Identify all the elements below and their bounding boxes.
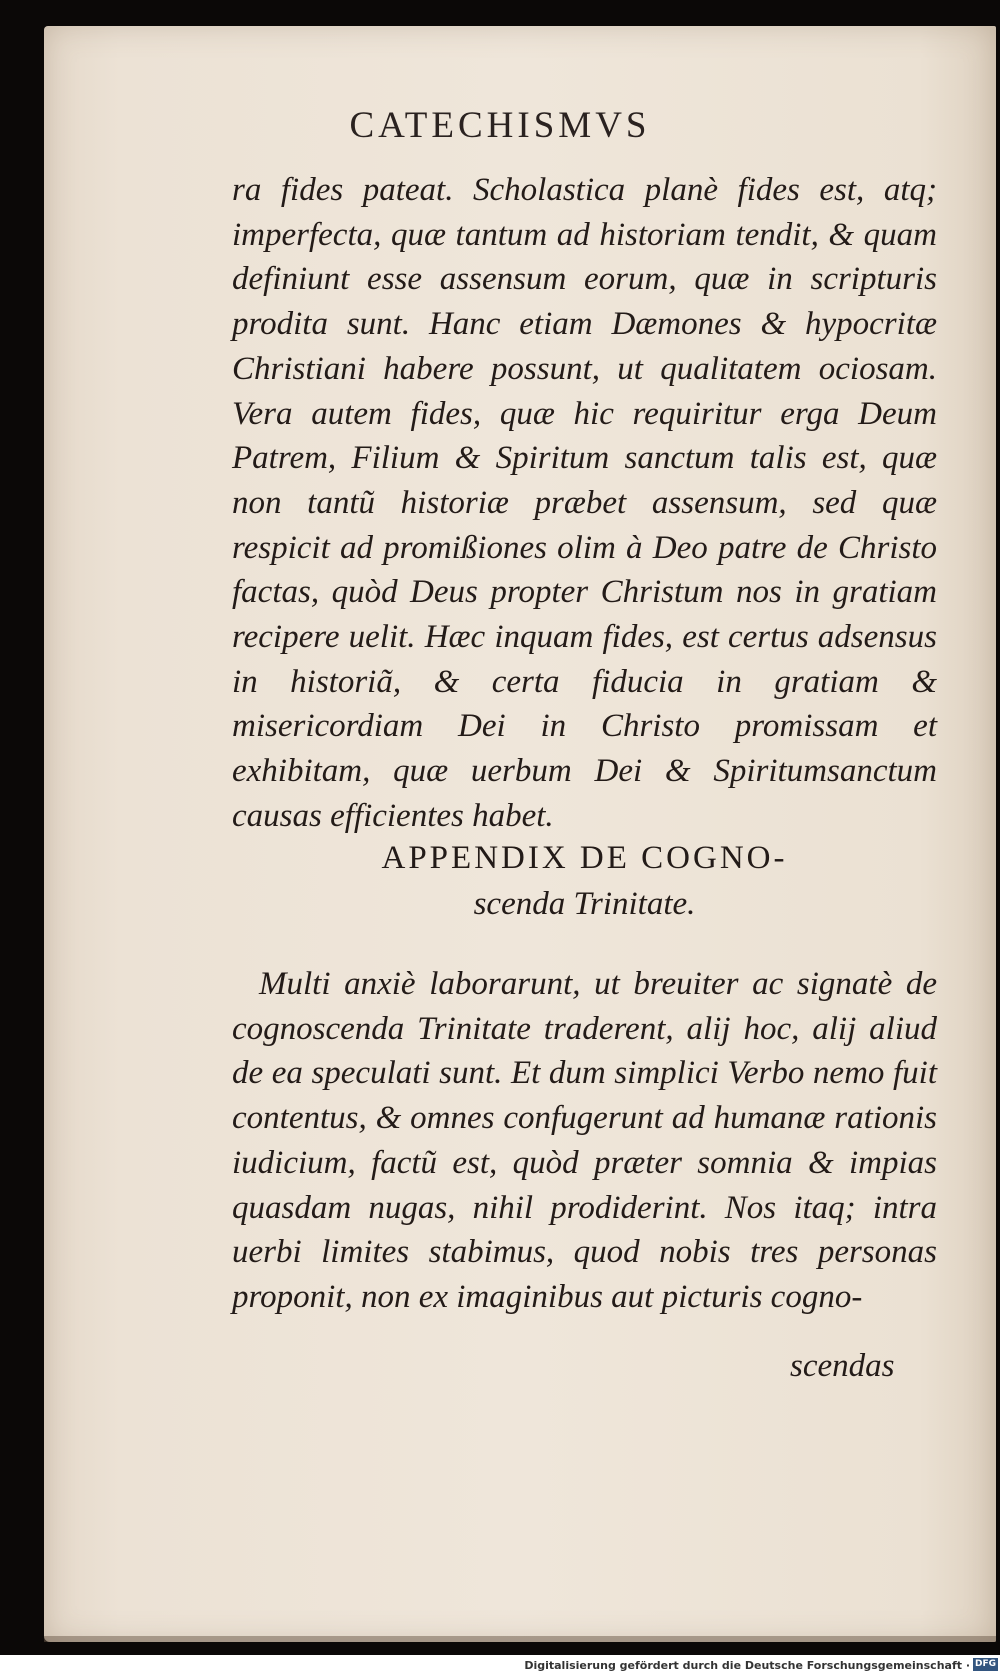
running-head: CATECHISMVS: [349, 105, 651, 146]
section-heading-line-2: scenda Trinitate.: [473, 886, 696, 922]
funding-credit: Digitalisierung gefördert durch die Deutsche Forschungsgemeinschaft ·: [524, 1659, 970, 1672]
section-heading: [232, 836, 937, 928]
page-bottom-edge: [44, 1636, 996, 1642]
paragraph-1: ra fides pateat. Scholastica planè fides est, atq; imperfecta, quæ tantum ad historiam tendit, & quam definiunt esse assensum eorum, quæ in scripturis prodita sunt. Hanc etiam Dæmones & hypocritæ Christiani habere possunt, ut qualitatem ociosam. Vera autem fides, quæ hic requiritur erga Deum Patrem, Filium & Spiritum sanctum talis est, quæ non tantũ historiæ præbet assensum, sed quæ respicit ad promißiones olim à Deo patre de Christo factas, quòd Deus propter Christum nos in gratiam recipere uelit. Hæc inquam fides, est certus adsensus in historiã, & certa fiducia in gratiam & misericordiam Dei in Christo promissam et exhibitam, quæ uerbum Dei & Spiritumsanctum causas efficientes habet.: [232, 172, 937, 834]
catchword: scendas: [790, 1348, 895, 1384]
paragraph-2: Multi anxiè laborarunt, ut breuiter ac signatè de cognoscenda Trinitate traderent, alij hoc, alij aliud de ea speculati sunt. Et dum simplici Verbo nemo fuit contentus, & omnes confugerunt ad humanæ rationis iudicium, factũ est, quòd præter somnia & impias quasdam nugas, nihil prodiderint. Nos itaq; intra uerbi limites stabimus, quod nobis tres personas proponit, non ex imaginibus aut picturis cogno-: [232, 966, 937, 1315]
section-heading-line-1: APPENDIX DE COGNO-: [381, 840, 788, 876]
dfg-logo: DFG: [974, 1659, 996, 1669]
